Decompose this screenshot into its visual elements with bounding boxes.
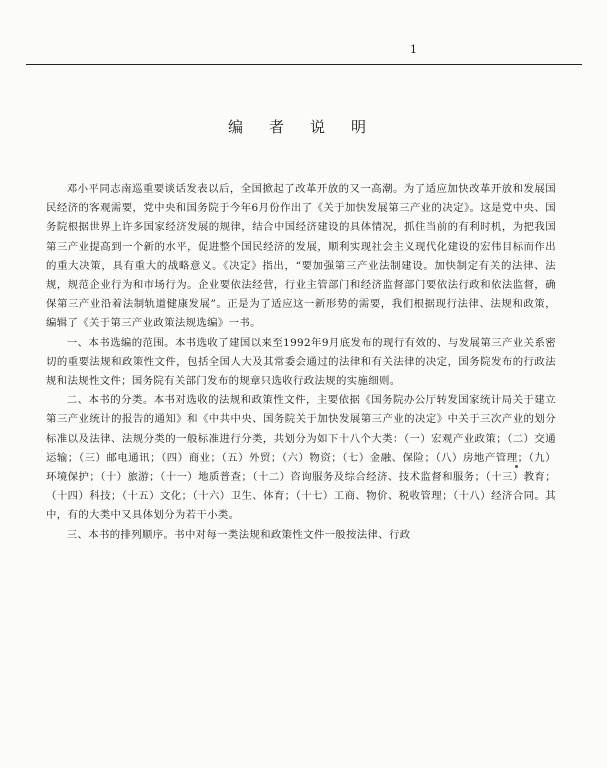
header-rule (26, 64, 582, 65)
page-number: 1 (410, 43, 417, 56)
doc-title-text: 编者说明 (227, 118, 392, 136)
scan-speck (515, 465, 518, 468)
body-text (46, 180, 556, 545)
paragraph-classification: 二、本书的分类。本书对选收的法规和政策性文件，主要依据《国务院办公厅转发国家统计局关于建立第三产业统计的报告的通知》和《中共中央、国务院关于加快发展第三产业的决定》中关于三次产业的划分标准以及法律、法规分类的一般标准进行分类，共划分为如下十八个大类：（一）宏观产业政策；（二）交通运输；（三）邮电通讯；（四）商业；（五）外贸；（六）物资；（七）金融、保险；（八）房地产管理；（九）环境保护；（十）旅游；（十一）地质普查；（十二）咨询服务及综合经济、技术监督和服务；（十三）教育；（十四）科技；（十五）文化；（十六）卫生、体育；（十七）工商、物价、税收管理；（十八）经济合同。其中，有的大类中又具体划分为若干小类。 (46, 394, 556, 522)
paragraph-order: 三、本书的排列顺序。书中对每一类法规和政策性文件一般按法律、行政 (66, 528, 411, 541)
doc-title (0, 118, 450, 136)
paragraph-scope: 一、本书选编的范围。本书选收了建国以来至1992年9月底发布的现行有效的、与发展第三产业关系密切的重要法规和政策性文件，包括全国人大及其常委会通过的法律和有关法律的决定，国务院发布的行政法规和法规性文件；国务院有关部门发布的规章只选收行政法规的实施细则。 (46, 336, 556, 388)
paragraph-intro: 邓小平同志南巡重要谈话发表以后，全国掀起了改革开放的又一高潮。为了适应加快改革开放和发展国民经济的客观需要，党中央和国务院于今年6月份作出了《关于加快发展第三产业的决定》。这是党中央、国务院根据世界上许多国家经济发展的规律，结合中国经济建设的具体情况，抓住当前的有利时机，为把我国第三产业提高到一个新的水平，促进整个国民经济的发展，顺利实现社会主义现代化建设的宏伟目标而作出的重大决策，具有重大的战略意义。《决定》指出，“要加强第三产业法制建设。加快制定有关的法律、法规，规范企业行为和市场行为。企业要依法经营，行业主管部门和经济监督部门要依法行政和依法监督，确保第三产业沿着法制轨道健康发展”。正是为了适应这一新形势的需要，我们根据现行法律、法规和政策，编辑了《关于第三产业政策法规选编》一书。 (46, 183, 556, 330)
